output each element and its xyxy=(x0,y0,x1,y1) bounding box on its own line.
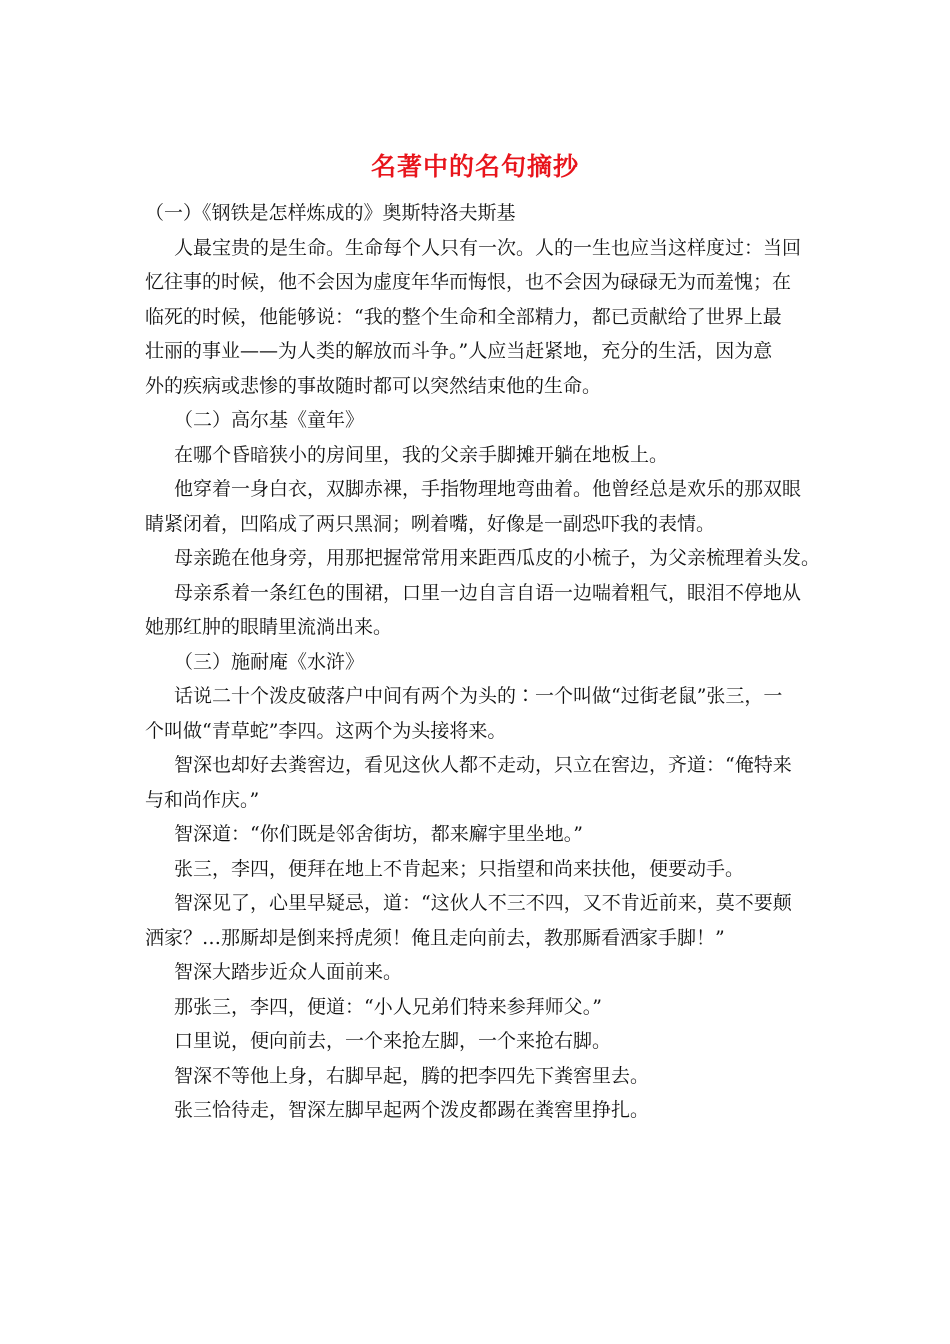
text-line: 张三，李四，便拜在地上不肯起来；只指望和尚来扶他，便要动手。 xyxy=(174,857,745,880)
text-line: 母亲跪在他身旁，用那把握常常用来距西瓜皮的小梳子，为父亲梳理着头发。 xyxy=(174,547,821,569)
text-line: 智深不等他上身，右脚早起，腾的把李四先下粪窖里去。 xyxy=(174,1064,650,1087)
text-line: 忆往事的时候，他不会因为虚度年华而悔恨，也不会因为碌碌无为而羞愧；在 xyxy=(145,271,792,293)
text-line: （二）高尔基《童年》 xyxy=(174,409,365,431)
text-line: 壮丽的事业——为人类的解放而斗争。”人应当赶紧地，充分的生活，因为意 xyxy=(145,340,773,362)
text-line: 外的疾病或悲惨的事故随时都可以突然结束他的生命。 xyxy=(145,374,602,397)
text-line: 与和尚作庆。” xyxy=(145,788,260,811)
text-line: 洒家？…那厮却是倒来捋虎须！俺且走向前去，教那厮看洒家手脚！” xyxy=(145,926,725,949)
text-line: 话说二十个泼皮破落户中间有两个为头的∶一个叫做“过街老鼠”张三，一 xyxy=(174,685,783,707)
text-line: 个叫做“青草蛇”李四。这两个为头接将来。 xyxy=(145,719,507,742)
text-line: 智深大踏步近众人面前来。 xyxy=(174,961,403,983)
text-line: 那张三，李四，便道：“小人兄弟们特来参拜师父。” xyxy=(174,995,602,1018)
document-body xyxy=(145,196,825,1128)
text-line: 睛紧闭着，凹陷成了两只黑洞；咧着嘴，好像是一副恐吓我的表情。 xyxy=(145,512,716,535)
text-line: 在哪个昏暗狭小的房间里，我的父亲手脚摊开躺在地板上。 xyxy=(174,443,669,466)
text-line: 母亲系着一条红色的围裙，口里一边自言自语一边喘着粗气，眼泪不停地从 xyxy=(174,581,802,604)
text-line: 智深道：“你们既是邻舍街坊，都来廨宇里坐地。” xyxy=(174,823,583,845)
text-line: （三）施耐庵《水浒》 xyxy=(174,650,365,673)
text-line: 她那红肿的眼睛里流淌出来。 xyxy=(145,616,393,638)
text-line: 人最宝贵的是生命。生命每个人只有一次。人的一生也应当这样度过：当回 xyxy=(174,236,802,259)
text-line: 口里说，便向前去，一个来抢左脚，一个来抢右脚。 xyxy=(174,1030,612,1052)
text-line: 临死的时候，他能够说：“我的整个生命和全部精力，都已贡献给了世界上最 xyxy=(145,305,782,328)
page-title: 名著中的名句摘抄 xyxy=(370,152,579,181)
text-line: 他穿着一身白衣，双脚赤裸，手指物理地弯曲着。他曾经总是欢乐的那双眼 xyxy=(174,478,802,500)
text-line: 张三恰待走，智深左脚早起两个泼皮都踢在粪窖里挣扎。 xyxy=(174,1099,650,1121)
text-line: （一）《钢铁是怎样炼成的》奥斯特洛夫斯基 xyxy=(145,202,516,224)
text-line: 智深也却好去粪窖边，看见这伙人都不走动，只立在窖边，齐道：“俺特来 xyxy=(174,754,792,776)
text-line: 智深见了，心里早疑忌，道：“这伙人不三不四，又不肯近前来，莫不要颠 xyxy=(174,892,792,914)
